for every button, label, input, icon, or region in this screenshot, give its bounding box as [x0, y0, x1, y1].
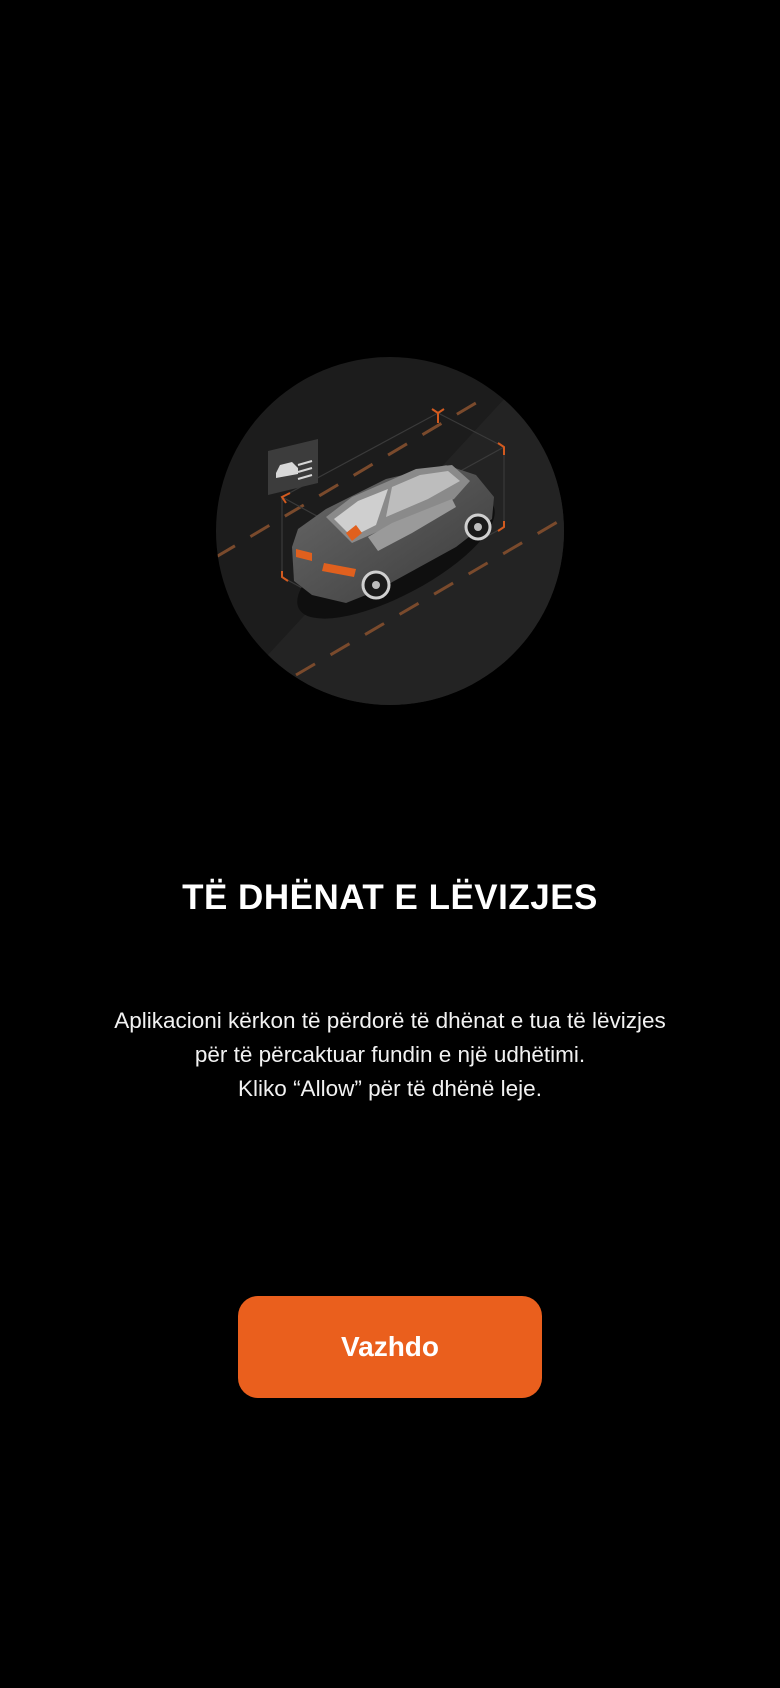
description-line-1: Aplikacioni kërkon të përdorë të dhënat e tua të lëvizjes: [114, 1008, 666, 1033]
continue-button[interactable]: Vazhdo: [238, 1296, 542, 1398]
description-line-3: Kliko “Allow” për të dhënë leje.: [238, 1076, 542, 1101]
page-title: TË DHËNAT E LËVIZJES: [182, 878, 598, 917]
car-illustration-icon: [216, 357, 564, 705]
permission-description: [60, 1004, 720, 1106]
car-motion-illustration: [216, 357, 564, 705]
description-line-2: për të përcaktuar fundin e një udhëtimi.: [194, 1042, 586, 1067]
